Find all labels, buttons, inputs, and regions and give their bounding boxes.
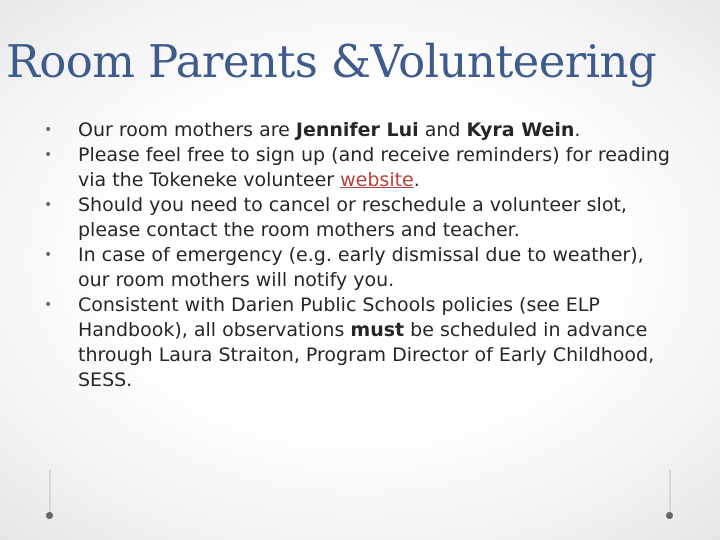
room-mother-name: Jennifer Lui xyxy=(295,119,419,141)
bullet-text: Please feel free to sign up (and receive reminders) for reading via the Tokeneke volunteer xyxy=(78,144,670,191)
bullet-dot-icon: • xyxy=(44,247,53,263)
bullet-dot-icon: • xyxy=(44,297,53,313)
bullet-text: . xyxy=(413,169,420,191)
room-mother-name: Kyra Wein xyxy=(466,119,575,141)
bullet-text: be scheduled in advance through Laura Straiton, Program Director of Early Childhood, SESS. xyxy=(78,319,655,391)
bottom-left-corner-dot xyxy=(46,512,53,519)
bullet-item-emergency xyxy=(36,243,676,293)
bullet-dot-icon: • xyxy=(44,122,53,138)
slide-title: Room Parents &Volunteering xyxy=(6,35,657,88)
bullet-text: Consistent with Darien Public Schools policies (see ELP Handbook), all observations xyxy=(78,294,600,341)
bullet-item-room-mothers xyxy=(36,118,676,143)
bullet-text: and xyxy=(418,119,467,141)
bullet-item-sign-up xyxy=(36,143,676,193)
bullet-dot-icon: • xyxy=(44,147,53,163)
left-corner-line xyxy=(49,470,51,512)
bullet-text: Our room mothers are xyxy=(78,119,296,141)
bullet-item-cancel xyxy=(36,193,676,243)
bullet-text: Should you need to cancel or reschedule a volunteer slot, please contact the room mothers and teacher. xyxy=(78,194,627,241)
right-corner-line xyxy=(669,470,671,512)
volunteer-website-link[interactable]: website xyxy=(340,169,414,191)
bottom-right-corner-dot xyxy=(666,512,673,519)
bullet-item-observations xyxy=(36,293,676,393)
emphasis-must: must xyxy=(350,319,405,341)
bullet-list xyxy=(36,118,676,393)
bullet-dot-icon: • xyxy=(44,197,53,213)
bullet-text: In case of emergency (e.g. early dismissal due to weather), our room mothers will notify you. xyxy=(78,244,644,291)
bullet-text: . xyxy=(574,119,581,141)
